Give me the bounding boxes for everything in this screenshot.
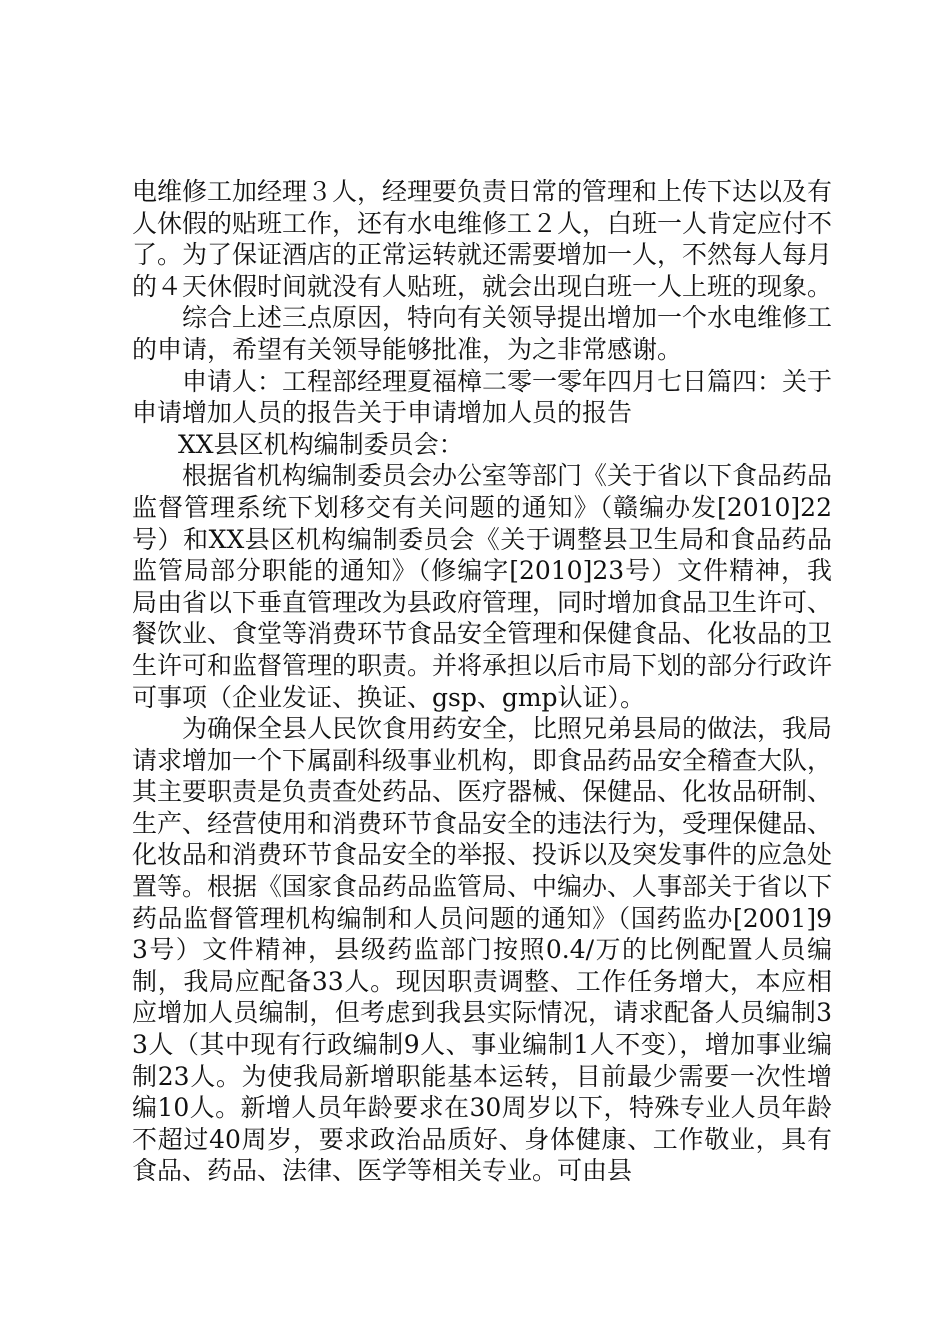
paragraph-applicant-signature: 申请人：工程部经理夏福樟二零一零年四月七日篇四：关于申请增加人员的报告关于申请增加人员的报告 [132, 366, 833, 428]
paragraph-staffing-detail: 电维修工加经理３人，经理要负责日常的管理和上传下达以及有人休假的贴班工作，还有水电维修工２人，白班一人肯定应付不了。为了保证酒店的正常运转就还需要增加一人，不然每人每月的４天休假时间就没有人贴班，就会出现白班一人上班的现象。 [132, 177, 833, 301]
paragraph-addressee: XX县区机构编制委员会： [178, 429, 464, 459]
paragraph-request-details: 为确保全县人民饮食用药安全，比照兄弟县局的做法，我局请求增加一个下属副科级事业机构，即食品药品安全稽查大队，其主要职责是负责查处药品、医疗器械、保健品、化妆品研制、生产、经营使用和消费环节食品安全的违法行为，受理保健品、化妆品和消费环节食品安全的举报、投诉以及突发事件的应急处置等。根据《国家食品药品监管局、中编办、人事部关于省以下药品监督管理机构编制和人员问题的通知》（国药监办[2001]93号）文件精神，县级药监部门按照0.4/万的比例配置人员编制，我局应配备33人。现因职责调整、工作任务增大，本应相应增加人员编制，但考虑到我县实际情况，请求配备人员编制33人（其中现有行政编制9人、事业编制1人不变），增加事业编制23人。为使我局新增职能基本运转，目前最少需要一次性增编10人。新增人员年龄要求在30周岁以下，特殊专业人员年龄不超过40周岁，要求政治品质好、身体健康、工作敬业，具有食品、药品、法律、医学等相关专业。可由县 [132, 714, 833, 1186]
paragraph-basis: 根据省机构编制委员会办公室等部门《关于省以下食品药品监督管理系统下划移交有关问题的通知》（赣编办发[2010]22号）和XX县区机构编制委员会《关于调整县卫生局和食品药品监管局部分职能的通知》（修编字[2010]23号）文件精神，我局由省以下垂直管理改为县政府管理，同时增加食品卫生许可、餐饮业、食堂等消费环节食品安全管理和保健食品、化妆品的卫生许可和监督管理的职责。并将承担以后市局下划的部分行政许可事项（企业发证、换证、gsp、gmp认证）。 [132, 461, 833, 712]
document-body [132, 176, 832, 1187]
paragraph-summary-request: 综合上述三点原因，特向有关领导提出增加一个水电维修工的申请，希望有关领导能够批准，为之非常感谢。 [132, 303, 833, 364]
